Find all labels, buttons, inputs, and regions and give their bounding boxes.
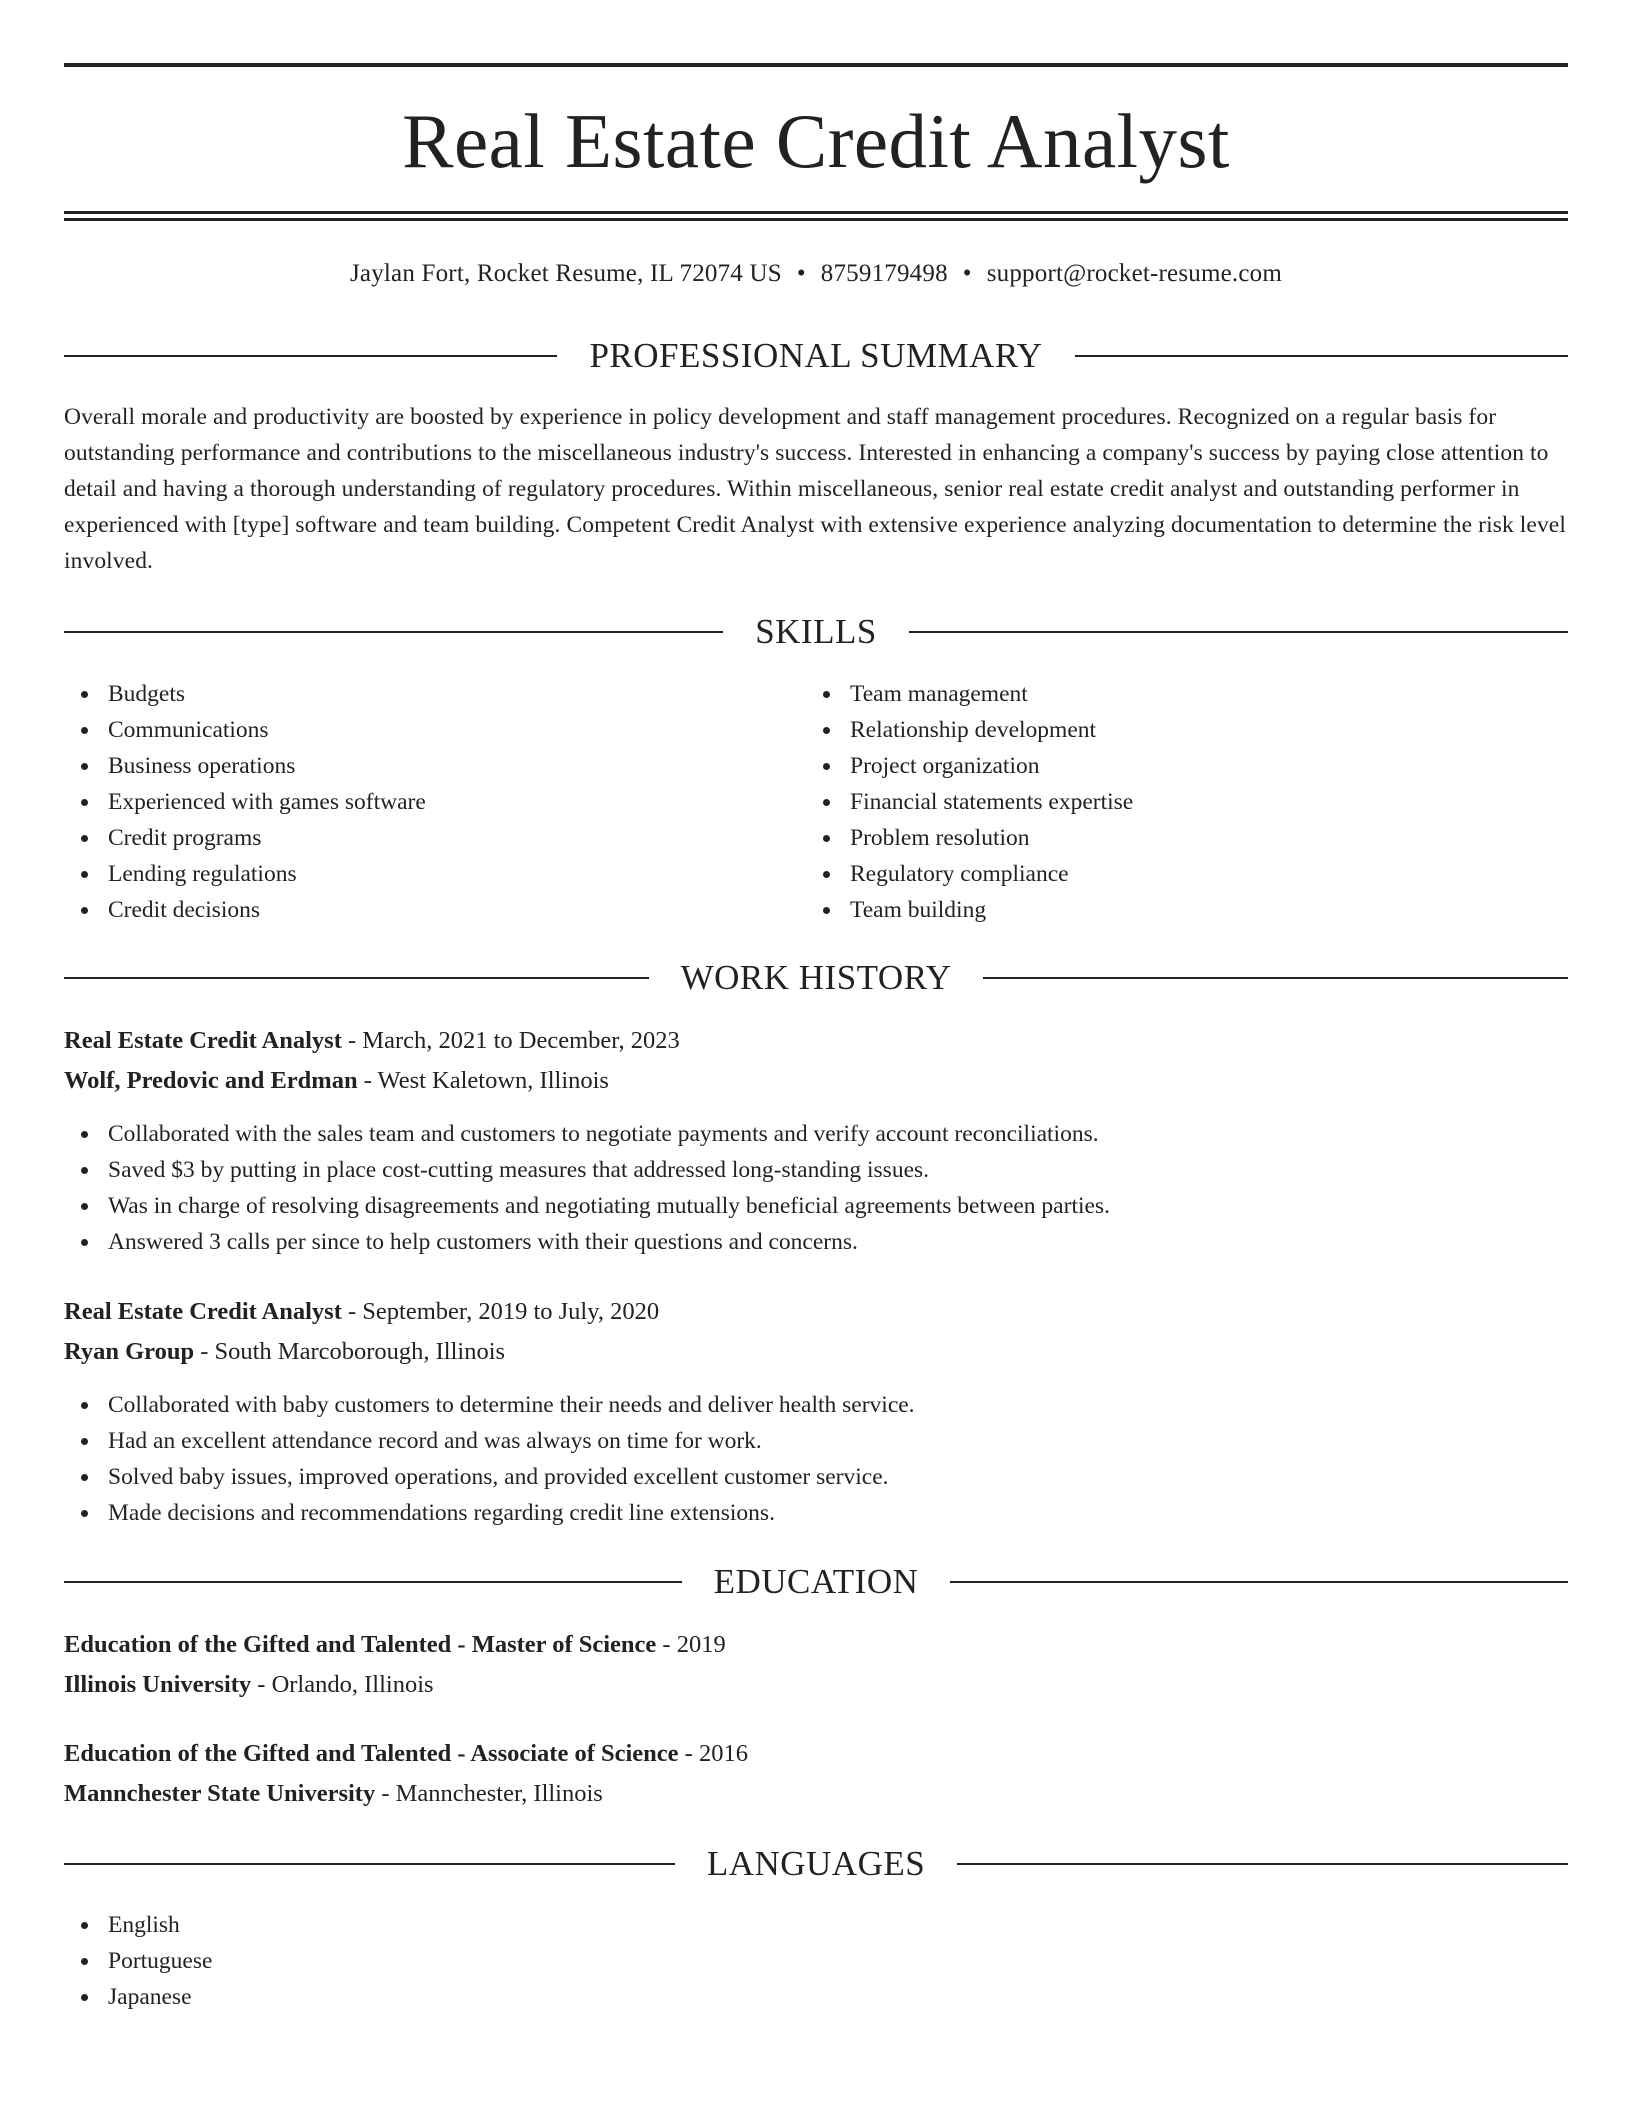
job-location: - South Marcoborough, Illinois	[194, 1338, 506, 1365]
section-heading-work-history	[64, 958, 1568, 998]
skill-item: Communications	[64, 712, 764, 748]
education-year: - 2016	[678, 1740, 748, 1767]
job-bullet: Answered 3 calls per since to help customers with their questions and concerns.	[64, 1224, 1568, 1260]
section-title: WORK HISTORY	[680, 958, 952, 997]
languages-list	[64, 1907, 764, 2015]
job-bullet: Collaborated with baby customers to determine their needs and deliver health service.	[64, 1387, 1568, 1423]
section-title: LANGUAGES	[706, 1844, 926, 1883]
job-bullet: Had an excellent attendance record and was always on time for work.	[64, 1423, 1568, 1459]
job-title-line	[64, 1021, 680, 1061]
skills-list-right	[806, 676, 1506, 928]
skill-item: Budgets	[64, 676, 764, 712]
heading-rule	[950, 1581, 1568, 1583]
section-heading-summary	[64, 336, 1568, 376]
job-company: Wolf, Predovic and Erdman	[64, 1067, 358, 1094]
contact-line	[64, 258, 1568, 290]
section-title: SKILLS	[755, 612, 877, 651]
skill-item: Project organization	[806, 748, 1506, 784]
heading-rule	[983, 977, 1568, 979]
job-company-line	[64, 1061, 609, 1101]
education-school-line	[64, 1774, 603, 1814]
skills-list-left	[64, 676, 764, 928]
education-degree: Education of the Gifted and Talented - Associate of Science	[64, 1740, 679, 1767]
job-bullet: Saved $3 by putting in place cost-cutting measures that addressed long-standing issues.	[64, 1152, 1568, 1188]
job-company: Ryan Group	[64, 1338, 195, 1365]
section-title: EDUCATION	[713, 1562, 919, 1601]
contact-separator: •	[962, 260, 972, 287]
heading-rule	[909, 631, 1568, 633]
title-double-rule	[64, 211, 1568, 221]
skill-item: Team building	[806, 892, 1506, 928]
contact-separator: •	[796, 260, 806, 287]
resume-page	[64, 63, 1568, 290]
heading-rule	[1075, 355, 1568, 357]
job-location: - West Kaletown, Illinois	[357, 1067, 609, 1094]
language-item: English	[64, 1907, 764, 1943]
heading-rule	[957, 1863, 1568, 1865]
job-bullet: Solved baby issues, improved operations, and provided excellent customer service.	[64, 1459, 1568, 1495]
language-item: Japanese	[64, 1979, 764, 2015]
contact-address: Jaylan Fort, Rocket Resume, IL 72074 US	[349, 260, 782, 287]
job-title: Real Estate Credit Analyst	[64, 1027, 342, 1054]
skill-item: Credit decisions	[64, 892, 764, 928]
section-heading-skills	[64, 612, 1568, 652]
skill-item: Relationship development	[806, 712, 1506, 748]
education-degree-line	[64, 1625, 726, 1665]
job-bullet: Collaborated with the sales team and customers to negotiate payments and verify account reconciliations.	[64, 1116, 1568, 1152]
heading-rule	[64, 977, 649, 979]
skill-item: Problem resolution	[806, 820, 1506, 856]
heading-rule	[64, 631, 723, 633]
education-location: - Mannchester, Illinois	[375, 1780, 603, 1807]
job-title-line	[64, 1292, 659, 1332]
job-title: Real Estate Credit Analyst	[64, 1298, 342, 1325]
language-item: Portuguese	[64, 1943, 764, 1979]
job-bullets	[64, 1116, 1568, 1260]
job-dates: - September, 2019 to July, 2020	[341, 1298, 660, 1325]
heading-rule	[64, 355, 557, 357]
education-degree-line	[64, 1734, 748, 1774]
education-school: Illinois University	[64, 1671, 252, 1698]
skill-item: Regulatory compliance	[806, 856, 1506, 892]
section-heading-education	[64, 1562, 1568, 1602]
job-company-line	[64, 1332, 505, 1372]
skill-item: Business operations	[64, 748, 764, 784]
top-rule	[64, 63, 1568, 67]
skill-item: Financial statements expertise	[806, 784, 1506, 820]
section-heading-languages	[64, 1844, 1568, 1884]
skill-item: Team management	[806, 676, 1506, 712]
job-bullet: Was in charge of resolving disagreements and negotiating mutually beneficial agreements between parties.	[64, 1188, 1568, 1224]
resume-title: Real Estate Credit Analyst	[402, 98, 1230, 184]
skill-item: Experienced with games software	[64, 784, 764, 820]
section-title: PROFESSIONAL SUMMARY	[589, 336, 1043, 375]
heading-rule	[64, 1581, 682, 1583]
job-bullet: Made decisions and recommendations regarding credit line extensions.	[64, 1495, 1568, 1531]
job-dates: - March, 2021 to December, 2023	[341, 1027, 680, 1054]
education-year: - 2019	[656, 1631, 726, 1658]
job-bullets	[64, 1387, 1568, 1531]
contact-email[interactable]: support@rocket-resume.com	[986, 260, 1283, 287]
heading-rule	[64, 1863, 675, 1865]
education-degree: Education of the Gifted and Talented - Master of Science	[64, 1631, 657, 1658]
skill-item: Credit programs	[64, 820, 764, 856]
education-school-line	[64, 1665, 434, 1705]
contact-phone[interactable]: 8759179498	[820, 260, 948, 287]
education-school: Mannchester State University	[64, 1780, 376, 1807]
skill-item: Lending regulations	[64, 856, 764, 892]
education-location: - Orlando, Illinois	[251, 1671, 434, 1698]
summary-text: Overall morale and productivity are boosted by experience in policy development and staff management procedures. Recognized on a regular basis for outstanding performance and contributions to the miscellaneous industry's success. Interested in enhancing a company's success by paying close attention to detail and having a thorough understanding of regulatory procedures. Within miscellaneous, senior real estate credit analyst and outstanding performer in experienced with [type] software and team building. Competent Credit Analyst with extensive experience analyzing documentation to determine the risk level involved.	[64, 404, 1566, 574]
